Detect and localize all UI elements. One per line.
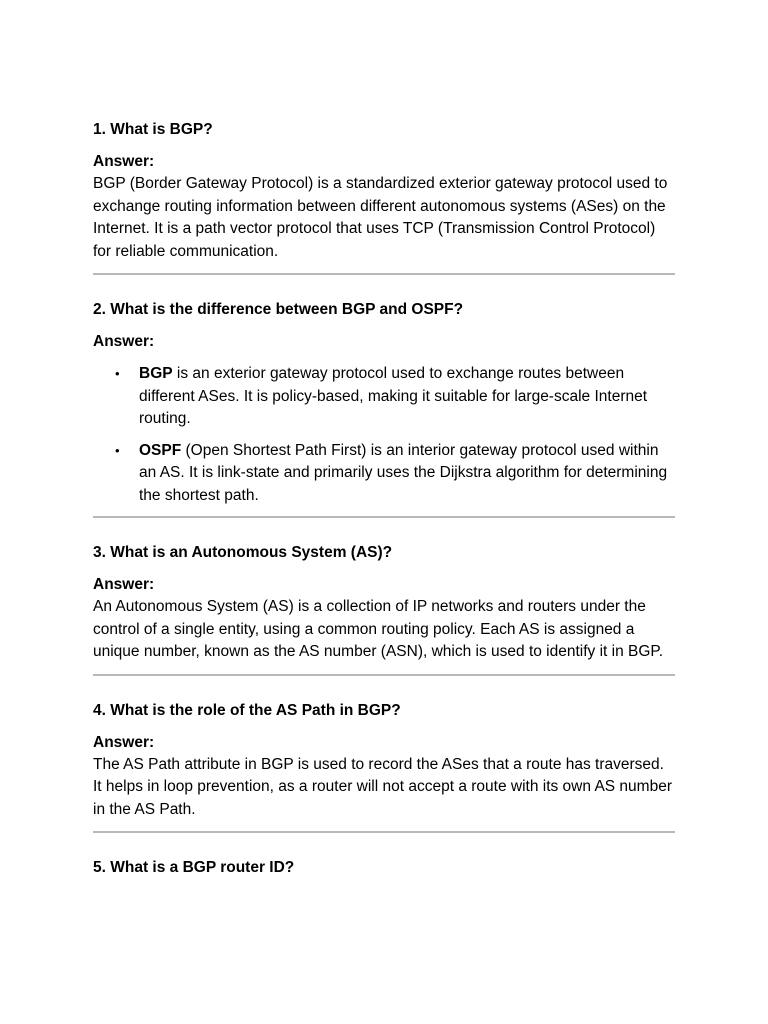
answer-text: The AS Path attribute in BGP is used to record the ASes that a route has traversed. It helps in loop prevention, as a router will not accept a route with its own AS number in the AS Path. <box>93 755 672 818</box>
qa-item-3 <box>93 542 675 664</box>
answer-label: Answer: <box>93 733 155 751</box>
bullet-term: OSPF <box>139 441 182 459</box>
question-heading: 3. What is an Autonomous System (AS)? <box>93 544 393 561</box>
qa-item-1 <box>93 119 675 263</box>
bullet-icon: • <box>115 366 120 381</box>
qa-item-2 <box>93 299 675 507</box>
document-page <box>93 119 675 889</box>
section-divider <box>93 674 675 676</box>
bullet-icon: • <box>115 442 120 458</box>
bullet-text: (Open Shortest Path First) is an interior gateway protocol used within an AS. It is link-state and primarily uses the Dijkstra algorithm for determining the shortest path. <box>139 441 668 504</box>
answer-label: Answer: <box>93 153 155 170</box>
section-divider <box>93 831 675 833</box>
answer-text: BGP (Border Gateway Protocol) is a standardized exterior gateway protocol used to exchange routing information between different autonomous systems (ASes) on the Internet. It is a path vector protocol that uses TCP (Transmission Control Protocol) for reliable communication. <box>93 175 668 260</box>
question-heading: 5. What is a BGP router ID? <box>93 859 295 876</box>
answer-label: Answer: <box>93 576 155 593</box>
bullet-text: is an exterior gateway protocol used to exchange routes between different ASes. It is policy-based, making it suitable for large-scale Internet routing. <box>139 365 648 427</box>
answer-bullet-list <box>93 363 675 507</box>
question-heading: 1. What is BGP? <box>93 121 213 138</box>
answer-label: Answer: <box>93 333 155 350</box>
question-heading: 2. What is the difference between BGP and OSPF? <box>93 301 464 318</box>
answer-text: An Autonomous System (AS) is a collection of IP networks and routers under the control of a single entity, using a common routing policy. Each AS is assigned a unique number, known as the AS number (ASN), which is used to identify it in BGP. <box>93 598 664 660</box>
qa-item-4 <box>93 700 675 822</box>
section-divider <box>93 273 675 275</box>
bullet-item-ospf <box>93 440 675 508</box>
bullet-item-bgp <box>93 363 675 431</box>
question-heading: 4. What is the role of the AS Path in BGP? <box>93 701 401 719</box>
qa-item-5 <box>93 857 675 879</box>
section-divider <box>93 516 675 518</box>
bullet-term: BGP <box>139 365 173 382</box>
